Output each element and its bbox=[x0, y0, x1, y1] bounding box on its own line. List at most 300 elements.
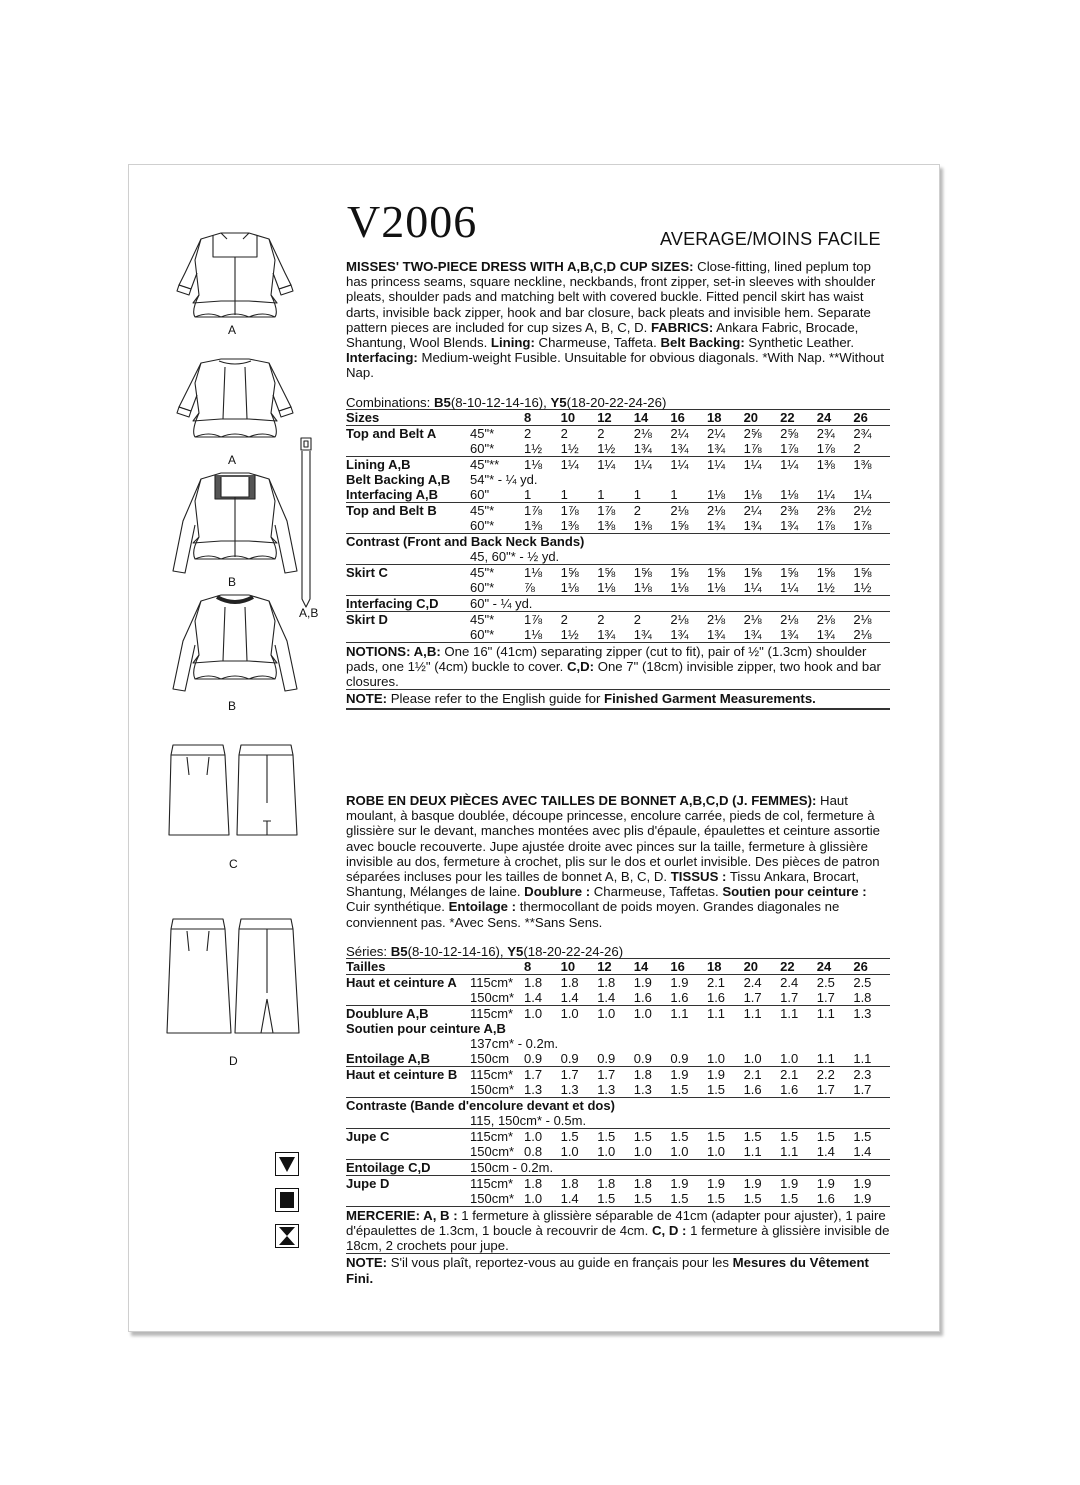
yardage-row bbox=[346, 1021, 890, 1036]
row-label: Jupe C bbox=[346, 1128, 470, 1144]
yardage-value: 1⅞ bbox=[561, 502, 598, 518]
yardage-value: 1⅞ bbox=[816, 517, 835, 533]
yardage-value: 1.3 bbox=[560, 1081, 579, 1097]
yardage-value: 1⅝ bbox=[780, 564, 817, 580]
yardage-value: 1.1 bbox=[817, 1005, 854, 1021]
yardage-value: 1.0 bbox=[743, 1050, 762, 1066]
yardage-value: 1.0 bbox=[706, 1050, 726, 1066]
yardage-value: 1.5 bbox=[743, 1190, 762, 1206]
mercerie-cd-label: C, D : bbox=[652, 1223, 687, 1239]
yardage-value: 1.0 bbox=[780, 1050, 799, 1066]
fabric-width: 45"* bbox=[470, 502, 524, 518]
yardage-row bbox=[346, 1005, 890, 1021]
yardage-value: 1.0 bbox=[706, 1143, 726, 1159]
size-col-header: 18 bbox=[707, 409, 744, 425]
yardage-value: 1 bbox=[597, 486, 605, 502]
yardage-value: 2⅜ bbox=[817, 502, 854, 518]
belt-backing-label: Belt Backing: bbox=[660, 335, 745, 351]
english-description-text: Close-fitting, lined peplum top has princess seams, square neckline, neckbands, front zipper, set-in sleeves with shoulder pleats, shoulder pads and matching belt with covered buckle. Fitted pencil skirt has waist darts, invisible back zipper, hook and bar closure, back pleats and invisible hem. Separate pattern pieces are included for cup sizes A, B, C, D. bbox=[346, 259, 876, 335]
yardage-row bbox=[346, 990, 890, 1006]
doublure-label: Doublure : bbox=[524, 884, 591, 900]
yardage-value: ⅞ bbox=[524, 579, 535, 595]
yardage-row bbox=[346, 549, 890, 565]
series-y5-sizes: (18-20-22-24-26) bbox=[523, 943, 624, 959]
yardage-value: 2⅝ bbox=[780, 425, 817, 441]
yardage-value: 1.1 bbox=[780, 1005, 817, 1021]
row-label: Skirt C bbox=[346, 564, 470, 580]
yardage-row bbox=[346, 595, 890, 611]
yardage-row bbox=[346, 1097, 890, 1113]
pattern-number: V2006 bbox=[347, 196, 478, 247]
yardage-value: 1.5 bbox=[780, 1190, 799, 1206]
row-label: Soutien pour ceinture A,B bbox=[346, 1020, 506, 1036]
yardage-value: 1⅛ bbox=[560, 579, 579, 595]
note-label-fr: NOTE: bbox=[346, 1255, 388, 1271]
yardage-value: 1.0 bbox=[561, 1005, 598, 1021]
yardage-value: 2 bbox=[853, 440, 861, 456]
yardage-value: 1⅜ bbox=[633, 517, 652, 533]
yardage-value: 1¾ bbox=[780, 626, 799, 642]
fabric-width: 60" bbox=[470, 486, 490, 502]
yardage-value: 2.4 bbox=[780, 974, 817, 990]
fabric-width: 150cm* bbox=[470, 1190, 515, 1206]
row-label: Skirt D bbox=[346, 611, 470, 627]
yardage-value: 1.0 bbox=[524, 1190, 543, 1206]
notions-cd-label: C,D: bbox=[566, 658, 595, 674]
size-col-header: 20 bbox=[744, 958, 781, 974]
yardage-value: 1.8 bbox=[524, 974, 561, 990]
yardage-value: 1.3 bbox=[853, 1005, 890, 1021]
yardage-value: 1⅝ bbox=[744, 564, 781, 580]
yardage-value: 1.5 bbox=[597, 1128, 634, 1144]
yardage-value: 2.5 bbox=[817, 974, 854, 990]
yardage-value: 1.8 bbox=[597, 974, 634, 990]
yardage-value: 1⅛ bbox=[780, 486, 799, 502]
yardage-value: 1.0 bbox=[634, 1005, 671, 1021]
fabric-width: 137cm* - 0.2m. bbox=[470, 1035, 559, 1051]
yardage-value: 0.9 bbox=[597, 1050, 616, 1066]
view-label-d: D bbox=[229, 1054, 238, 1068]
yardage-value: 1⅞ bbox=[853, 517, 872, 533]
yardage-row bbox=[346, 1191, 890, 1206]
yardage-row bbox=[346, 487, 890, 503]
combo-b5: B5 bbox=[433, 394, 451, 410]
yardage-value: 2 bbox=[561, 425, 598, 441]
yardage-row bbox=[346, 1036, 890, 1051]
yardage-value: 1½ bbox=[560, 626, 579, 642]
yardage-value: 1¼ bbox=[744, 456, 781, 472]
fabric-width: 115cm* bbox=[470, 1066, 524, 1082]
size-col-header: 14 bbox=[634, 409, 671, 425]
interfacing-label: Interfacing: bbox=[346, 350, 418, 366]
yardage-value: 1⅞ bbox=[743, 440, 762, 456]
yardage-value: 1.7 bbox=[816, 989, 835, 1005]
pattern-envelope-back bbox=[128, 164, 940, 1332]
yardage-value: 1⅜ bbox=[560, 517, 579, 533]
yardage-value: 1.6 bbox=[633, 989, 652, 1005]
yardage-value: 1.1 bbox=[816, 1050, 835, 1066]
yardage-value: 2⅛ bbox=[670, 502, 707, 518]
english-note bbox=[346, 689, 890, 710]
yardage-value: 1.5 bbox=[634, 1128, 671, 1144]
fabric-width: 115, 150cm* - 0.5m. bbox=[470, 1112, 587, 1128]
nap-symbol-down-arrow-icon bbox=[276, 1153, 299, 1176]
yardage-value: 1.8 bbox=[634, 1066, 671, 1082]
view-label-c: C bbox=[229, 857, 238, 871]
fabric-symbols bbox=[275, 1152, 299, 1250]
yardage-row bbox=[346, 611, 890, 627]
row-label bbox=[346, 1144, 470, 1160]
yardage-value: 0.9 bbox=[633, 1050, 652, 1066]
row-label: Entoilage A,B bbox=[346, 1050, 431, 1066]
yardage-value: 2 bbox=[634, 502, 671, 518]
yardage-value: 1⅝ bbox=[817, 564, 854, 580]
yardage-value: 1½ bbox=[853, 579, 872, 595]
yardage-value: 1.5 bbox=[853, 1128, 890, 1144]
yardage-value: 2⅛ bbox=[853, 611, 890, 627]
fabric-width: 60"* bbox=[470, 626, 495, 642]
size-col-header: 8 bbox=[524, 958, 561, 974]
yardage-value: 0.9 bbox=[524, 1050, 543, 1066]
yardage-value: 1.1 bbox=[853, 1050, 872, 1066]
size-col-header: 26 bbox=[853, 409, 890, 425]
entoilage-text: thermocollant de poids moyen. Grandes diagonales ne conviennent pas. *Avec Sens. **Sans Sens. bbox=[346, 899, 840, 930]
view-label-a-front: A bbox=[228, 323, 237, 337]
yardage-value: 1¼ bbox=[816, 486, 835, 502]
fabric-width: 115cm* bbox=[470, 1005, 524, 1021]
note-text-fr: S'il vous plaît, reportez-vous au guide en français pour les bbox=[387, 1255, 733, 1271]
yardage-value: 1.6 bbox=[743, 1081, 762, 1097]
row-label: Haut et ceinture B bbox=[346, 1066, 470, 1082]
yardage-value: 2¾ bbox=[853, 425, 890, 441]
yardage-value: 1.9 bbox=[853, 1190, 872, 1206]
size-col-header: 12 bbox=[597, 958, 634, 974]
yardage-value: 1.9 bbox=[707, 1066, 744, 1082]
yardage-value: 1½ bbox=[524, 440, 543, 456]
yardage-value: 1⅞ bbox=[524, 611, 561, 627]
yardage-value: 1⅝ bbox=[670, 517, 689, 533]
yardage-value: 2.4 bbox=[744, 974, 781, 990]
row-label bbox=[346, 1082, 470, 1098]
yardage-value: 2 bbox=[524, 425, 561, 441]
yardage-value: 1¼ bbox=[561, 456, 598, 472]
yardage-value: 1 bbox=[633, 486, 642, 502]
row-label: Belt Backing A,B bbox=[346, 471, 451, 487]
yardage-value: 1.7 bbox=[597, 1066, 634, 1082]
yardage-value: 1.5 bbox=[670, 1128, 707, 1144]
yardage-value: 1⅝ bbox=[707, 564, 744, 580]
french-section bbox=[346, 793, 890, 1288]
yardage-value: 1.1 bbox=[780, 1143, 799, 1159]
yardage-value: 1⅝ bbox=[561, 564, 598, 580]
yardage-value: 1.9 bbox=[634, 974, 671, 990]
yardage-value: 1¾ bbox=[706, 517, 726, 533]
yardage-value: 1⅛ bbox=[706, 579, 726, 595]
yardage-value: 1.6 bbox=[706, 989, 726, 1005]
fabric-width: 60" - ¼ yd. bbox=[470, 595, 890, 611]
yardage-value: 1.0 bbox=[524, 1128, 561, 1144]
yardage-row bbox=[346, 1159, 890, 1175]
english-yardage-table bbox=[346, 409, 890, 642]
yardage-value: 1.7 bbox=[780, 989, 799, 1005]
yardage-value: 1.0 bbox=[597, 1005, 634, 1021]
yardage-value: 2.2 bbox=[817, 1066, 854, 1082]
technical-sketches bbox=[129, 165, 339, 1265]
row-label bbox=[346, 1191, 470, 1206]
yardage-row bbox=[346, 1175, 890, 1191]
yardage-value: 1⅞ bbox=[780, 440, 799, 456]
yardage-value: 1.9 bbox=[780, 1175, 817, 1191]
yardage-value: 1.0 bbox=[670, 1143, 689, 1159]
fabric-width: 60"* bbox=[470, 440, 495, 456]
sketch-view-a-front bbox=[177, 233, 293, 317]
yardage-value: 1.8 bbox=[634, 1175, 671, 1191]
yardage-value: 1.4 bbox=[816, 1143, 835, 1159]
yardage-value: 1.3 bbox=[597, 1081, 616, 1097]
row-label: Top and Belt A bbox=[346, 425, 470, 441]
yardage-value: 1½ bbox=[597, 440, 616, 456]
series-y5: Y5 bbox=[507, 943, 524, 959]
notions-label: NOTIONS: A,B: bbox=[346, 643, 441, 659]
yardage-value: 2¼ bbox=[707, 425, 744, 441]
row-label: Interfacing A,B bbox=[346, 486, 438, 502]
row-label bbox=[346, 990, 470, 1006]
sketch-view-c bbox=[169, 745, 297, 835]
size-col-header: 16 bbox=[670, 409, 707, 425]
yardage-value: 1.9 bbox=[744, 1175, 781, 1191]
series-label: Séries: bbox=[346, 943, 391, 959]
yardage-row bbox=[346, 1144, 890, 1160]
fabric-width: 150cm* bbox=[470, 1143, 515, 1159]
french-title: ROBE EN DEUX PIÈCES AVEC TAILLES DE BONNET A,B,C,D (J. FEMMES): bbox=[346, 793, 817, 808]
yardage-row bbox=[346, 472, 890, 487]
yardage-value: 1¾ bbox=[670, 440, 689, 456]
notions-cd: One 7" (18cm) invisible zipper, two hook and bar closures. bbox=[346, 658, 881, 690]
yardage-value: 1⅝ bbox=[670, 564, 707, 580]
yardage-value: 1⅜ bbox=[524, 517, 543, 533]
row-label: Contraste (Bande d'encolure devant et dos) bbox=[346, 1097, 890, 1113]
belt-backing-text: Synthetic Leather. bbox=[744, 335, 854, 351]
yardage-row bbox=[346, 1128, 890, 1144]
yardage-value: 1.5 bbox=[780, 1128, 817, 1144]
combinations-line bbox=[346, 395, 890, 409]
yardage-value: 1.7 bbox=[853, 1081, 872, 1097]
french-description-text: Haut moulant, à basque doublée, découpe princesse, encolure carrée, pieds de col, fermeture à glissière sur le devant, manches montées avec plis d'épaule, épaulettes et ceinture assortie avec boucle recouverte. Jupe ajustée droite avec pinces sur la taille, fermeture à glissière invisible au dos, fermeture à crochet, plis sur le dos et ourlet invisible. Des pièces de patron séparées incluses pour les tailles de bonnet A, B, C, D. bbox=[346, 793, 880, 885]
lining-text: Charmeuse, Taffeta. bbox=[534, 335, 661, 351]
lining-label: Lining: bbox=[490, 335, 535, 351]
yardage-row bbox=[346, 441, 890, 457]
size-col-header: 12 bbox=[597, 409, 634, 425]
yardage-value: 1¾ bbox=[706, 440, 726, 456]
size-col-header: 10 bbox=[561, 409, 598, 425]
yardage-value: 1¼ bbox=[853, 486, 872, 502]
view-label-b-front: B bbox=[228, 575, 237, 589]
yardage-value: 1.8 bbox=[561, 1175, 598, 1191]
fabric-width: 45"* bbox=[470, 425, 524, 441]
yardage-row bbox=[346, 425, 890, 441]
yardage-value: 1.3 bbox=[633, 1081, 652, 1097]
yardage-value: 1.4 bbox=[853, 1143, 872, 1159]
yardage-value: 1.8 bbox=[597, 1175, 634, 1191]
yardage-value: 1⅝ bbox=[634, 564, 671, 580]
size-col-header: 26 bbox=[853, 958, 890, 974]
yardage-value: 1⅛ bbox=[524, 626, 543, 642]
yardage-value: 1.8 bbox=[853, 989, 872, 1005]
yardage-value: 1¾ bbox=[597, 626, 616, 642]
yardage-value: 1⅛ bbox=[633, 579, 652, 595]
yardage-value: 1¾ bbox=[633, 626, 652, 642]
yardage-value: 1¼ bbox=[707, 456, 744, 472]
yardage-row bbox=[346, 456, 890, 472]
fabric-width: 60"* bbox=[470, 579, 495, 595]
sketch-view-d bbox=[167, 919, 299, 1033]
fabric-width: 150cm - 0.2m. bbox=[470, 1159, 890, 1175]
row-label: Lining A,B bbox=[346, 456, 470, 472]
yardage-row bbox=[346, 564, 890, 580]
yardage-value: 2 bbox=[597, 425, 634, 441]
soutien-text: Cuir synthétique. bbox=[346, 899, 449, 915]
yardage-value: 1.5 bbox=[670, 1190, 689, 1206]
yardage-value: 1.9 bbox=[853, 1175, 890, 1191]
fabric-width: 45, 60"* - ½ yd. bbox=[470, 548, 560, 564]
yardage-value: 1.7 bbox=[561, 1066, 598, 1082]
yardage-value: 2.3 bbox=[853, 1066, 890, 1082]
view-label-a-back: A bbox=[228, 453, 237, 467]
soutien-label: Soutien pour ceinture : bbox=[722, 884, 867, 900]
yardage-value: 1⅞ bbox=[597, 502, 634, 518]
yardage-value: 1.3 bbox=[524, 1081, 543, 1097]
yardage-value: 1⅛ bbox=[597, 579, 616, 595]
yardage-row bbox=[346, 1113, 890, 1129]
mercerie-ab: 1 fermeture à glissière séparable de 41cm (adapter pour ajuster), 1 paire d'épaulettes de 1.3cm, 1 boucle à recouvrir de 4cm. bbox=[346, 1207, 886, 1239]
yardage-value: 1⅜ bbox=[853, 456, 890, 472]
row-label bbox=[346, 580, 470, 596]
size-col-header: 16 bbox=[670, 958, 707, 974]
yardage-value: 1.6 bbox=[780, 1081, 799, 1097]
size-col-header: 18 bbox=[707, 958, 744, 974]
yardage-row bbox=[346, 580, 890, 596]
yardage-value: 1¾ bbox=[780, 517, 799, 533]
yardage-value: 2⅛ bbox=[707, 502, 744, 518]
yardage-value: 1.5 bbox=[670, 1081, 689, 1097]
yardage-value: 1¼ bbox=[634, 456, 671, 472]
yardage-value: 2¼ bbox=[744, 502, 781, 518]
tailles-label: Tailles bbox=[346, 958, 470, 974]
fabric-width: 45"* bbox=[470, 611, 524, 627]
yardage-value: 2¾ bbox=[817, 425, 854, 441]
yardage-value: 1.5 bbox=[633, 1190, 652, 1206]
series-b5-sizes: (8-10-12-14-16), bbox=[407, 943, 508, 959]
yardage-value: 1⅞ bbox=[524, 502, 561, 518]
yardage-value: 1⅛ bbox=[706, 486, 726, 502]
fabric-width: 150cm* bbox=[470, 989, 515, 1005]
yardage-value: 2⅛ bbox=[707, 611, 744, 627]
fabric-width: 45"** bbox=[470, 456, 524, 472]
yardage-value: 1.4 bbox=[597, 989, 616, 1005]
row-label: Contrast (Front and Back Neck Bands) bbox=[346, 533, 890, 549]
yardage-value: 1.5 bbox=[744, 1128, 781, 1144]
row-label bbox=[346, 1113, 470, 1129]
yardage-value: 2½ bbox=[853, 502, 890, 518]
yardage-value: 1.7 bbox=[816, 1081, 835, 1097]
fabric-width: 115cm* bbox=[470, 1128, 524, 1144]
size-col-header: 20 bbox=[744, 409, 781, 425]
yardage-value: 1.5 bbox=[706, 1081, 726, 1097]
yardage-value: 1¼ bbox=[780, 456, 817, 472]
fabric-width: 45"* bbox=[470, 564, 524, 580]
yardage-value: 1.5 bbox=[706, 1190, 726, 1206]
doublure-text: Charmeuse, Taffetas. bbox=[590, 884, 723, 900]
row-label: Top and Belt B bbox=[346, 502, 470, 518]
french-note bbox=[346, 1253, 890, 1287]
yardage-value: 1 bbox=[524, 486, 532, 502]
yardage-value: 2.5 bbox=[853, 974, 890, 990]
yardage-value: 1.4 bbox=[560, 1190, 579, 1206]
series-b5: B5 bbox=[390, 943, 408, 959]
row-label bbox=[346, 549, 470, 565]
yardage-value: 1½ bbox=[560, 440, 579, 456]
notions-ab: One 16" (41cm) separating zipper (cut to fit), pair of ½" (1.3cm) shoulder pads, one 1½" (4cm) buckle to cover. bbox=[346, 643, 867, 674]
notions-section bbox=[346, 642, 890, 690]
fabric-width: 150cm* bbox=[470, 1081, 515, 1097]
mercerie-label: MERCERIE: A, B : bbox=[346, 1207, 458, 1223]
note-bold: Finished Garment Measurements. bbox=[604, 691, 816, 707]
yardage-value: 1.7 bbox=[524, 1066, 561, 1082]
yardage-value: 1.1 bbox=[744, 1005, 781, 1021]
yardage-value: 1.5 bbox=[817, 1128, 854, 1144]
sketch-view-b-back bbox=[173, 595, 297, 691]
yardage-value: 1¾ bbox=[670, 626, 689, 642]
yardage-row bbox=[346, 1066, 890, 1082]
row-label: Entoilage C,D bbox=[346, 1159, 470, 1175]
row-label: Interfacing C,D bbox=[346, 595, 470, 611]
yardage-value: 2 bbox=[597, 611, 634, 627]
yardage-value: 1¼ bbox=[780, 579, 799, 595]
note-label: NOTE: bbox=[346, 691, 388, 707]
fabric-width: 115cm* bbox=[470, 1175, 524, 1191]
yardage-value: 1.9 bbox=[670, 974, 707, 990]
yardage-value: 1.0 bbox=[524, 1005, 561, 1021]
english-title: MISSES' TWO-PIECE DRESS WITH A,B,C,D CUP SIZES: bbox=[346, 259, 694, 274]
yardage-value: 1⅜ bbox=[597, 517, 616, 533]
yardage-row bbox=[346, 1082, 890, 1098]
row-label bbox=[346, 1036, 470, 1051]
yardage-value: 1.6 bbox=[670, 989, 689, 1005]
note-text: Please refer to the English guide for bbox=[387, 691, 605, 707]
row-label bbox=[346, 441, 470, 457]
view-label-belt: A,B bbox=[299, 606, 319, 620]
fabric-width: 150cm bbox=[470, 1050, 510, 1066]
sketch-view-a-back bbox=[177, 359, 293, 437]
french-yardage-table bbox=[346, 958, 890, 1206]
yardage-row bbox=[346, 518, 890, 534]
yardage-value: 1½ bbox=[816, 579, 835, 595]
fabrics-text: Ankara Fabric, Brocade, Shantung, Wool Blends. bbox=[346, 319, 859, 351]
yardage-value: 1.1 bbox=[670, 1005, 707, 1021]
yardage-value: 2⅛ bbox=[817, 611, 854, 627]
english-description bbox=[346, 259, 890, 381]
fabric-width: 54"* - ¼ yd. bbox=[470, 471, 538, 487]
fabrics-label: FABRICS: bbox=[650, 319, 714, 335]
size-col-header: 24 bbox=[817, 409, 854, 425]
yardage-value: 1.5 bbox=[707, 1128, 744, 1144]
yardage-value: 1 bbox=[670, 486, 678, 502]
yardage-value: 1.0 bbox=[633, 1143, 652, 1159]
nap-symbol-hourglass-icon bbox=[276, 1225, 299, 1248]
yardage-value: 1¼ bbox=[597, 456, 634, 472]
yardage-value: 1¾ bbox=[743, 626, 762, 642]
row-label: Doublure A,B bbox=[346, 1005, 470, 1021]
